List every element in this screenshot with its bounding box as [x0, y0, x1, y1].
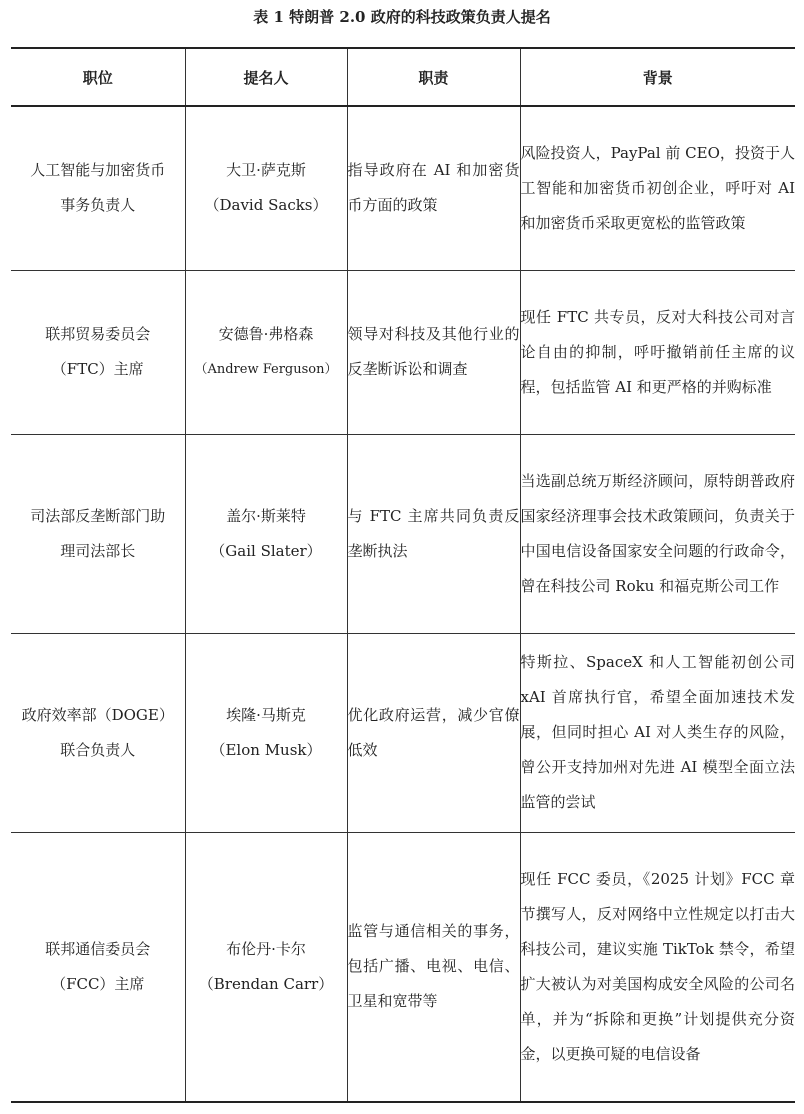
position-line: 联合负责人	[60, 740, 136, 759]
header-row	[11, 48, 795, 106]
nominee-english-name: （Brendan Carr）	[198, 974, 334, 993]
duty-cell: 领导对科技及其他行业的反垄断诉讼和调查	[347, 270, 520, 434]
position-line: 政府效率部（DOGE）	[21, 705, 174, 724]
duty-cell: 与 FTC 主席共同负责反垄断执法	[347, 434, 520, 633]
header-background: 背景	[520, 48, 795, 106]
nominee-table	[11, 47, 795, 1103]
position-cell	[11, 270, 185, 434]
nominee-cell	[185, 270, 347, 434]
background-cell: 特斯拉、SpaceX 和人工智能初创公司 xAI 首席执行官，希望全面加速技术发展，但同时担心 AI 对人类生存的风险，曾公开支持加州对先进 AI 模型全面立法监管的尝试	[520, 633, 795, 832]
position-cell	[11, 832, 185, 1102]
header-position: 职位	[11, 48, 185, 106]
nominee-chinese-name: 大卫·萨克斯	[226, 161, 306, 180]
nominee-chinese-name: 安德鲁·弗格森	[218, 325, 314, 343]
duty-cell: 优化政府运营，减少官僚低效	[347, 633, 520, 832]
nominee-english-name: （Andrew Ferguson）	[194, 362, 338, 377]
table-caption: 表 1 特朗普 2.0 政府的科技政策负责人提名	[253, 8, 551, 26]
nominee-english-name: （Gail Slater）	[210, 541, 322, 560]
table-row	[11, 106, 795, 270]
table-row	[11, 270, 795, 434]
position-line: 理司法部长	[60, 541, 136, 560]
position-line: 联邦贸易委员会	[45, 325, 151, 343]
header-duty: 职责	[347, 48, 520, 106]
position-cell	[11, 106, 185, 270]
background-cell: 当选副总统万斯经济顾问，原特朗普政府国家经济理事会技术政策顾问，负责关于中国电信设备国家安全问题的行政命令，曾在科技公司 Roku 和福克斯公司工作	[520, 434, 795, 633]
duty-cell: 指导政府在 AI 和加密货币方面的政策	[347, 106, 520, 270]
table-row	[11, 633, 795, 832]
position-line: 事务负责人	[60, 196, 136, 215]
table-row	[11, 832, 795, 1102]
nominee-english-name: （Elon Musk）	[210, 740, 322, 759]
nominee-chinese-name: 盖尔·斯莱特	[226, 506, 306, 525]
position-line: （FCC）主席	[51, 974, 145, 993]
background-cell: 风险投资人，PayPal 前 CEO，投资于人工智能和加密货币初创企业，呼吁对 AI 和加密货币采取更宽松的监管政策	[520, 106, 795, 270]
position-cell	[11, 633, 185, 832]
nominee-cell	[185, 832, 347, 1102]
background-cell: 现任 FTC 共专员，反对大科技公司对言论自由的抑制，呼吁撤销前任主席的议程，包括监管 AI 和更严格的并购标准	[520, 270, 795, 434]
header-nominee: 提名人	[185, 48, 347, 106]
nominee-chinese-name: 埃隆·马斯克	[226, 705, 306, 724]
duty-cell: 监管与通信相关的事务，包括广播、电视、电信、卫星和宽带等	[347, 832, 520, 1102]
nominee-cell	[185, 106, 347, 270]
nominee-english-name: （David Sacks）	[204, 196, 328, 215]
position-line: 联邦通信委员会	[45, 939, 151, 958]
position-line: 人工智能与加密货币	[30, 161, 166, 180]
nominee-cell	[185, 434, 347, 633]
table-row	[11, 434, 795, 633]
position-line: （FTC）主席	[51, 360, 144, 378]
position-line: 司法部反垄断部门助	[30, 506, 166, 525]
position-cell	[11, 434, 185, 633]
nominee-cell	[185, 633, 347, 832]
background-cell: 现任 FCC 委员，《2025 计划》FCC 章节撰写人，反对网络中立性规定以打击大科技公司，建议实施 TikTok 禁令，希望扩大被认为对美国构成安全风险的公司名单，并为“拆除和更换”计划提供充分资金，以更换可疑的电信设备	[520, 832, 795, 1102]
nominee-chinese-name: 布伦丹·卡尔	[226, 939, 306, 958]
